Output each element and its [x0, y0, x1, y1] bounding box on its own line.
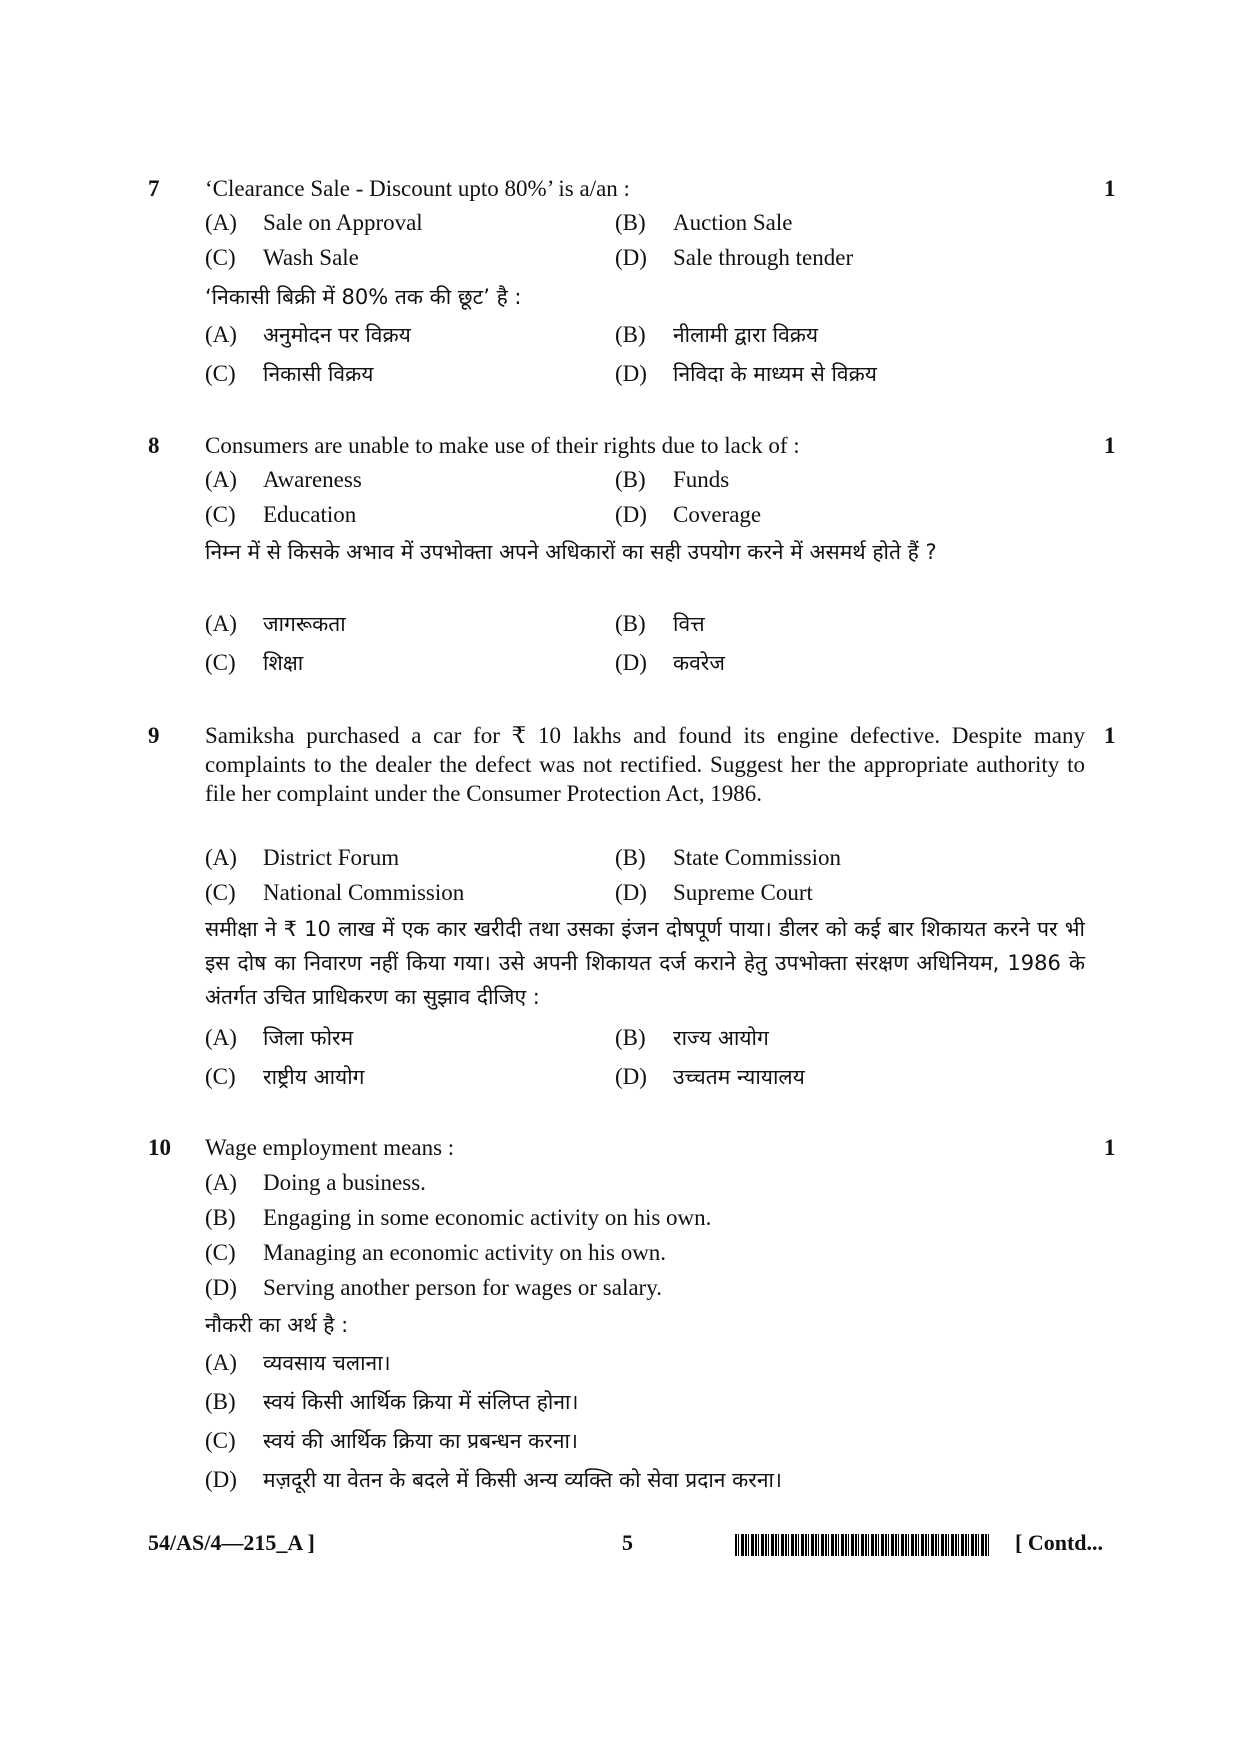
option-d-en: (D) Supreme Court [615, 880, 813, 905]
question-text-en: ‘Clearance Sale - Discount upto 80%’ is a/an : [205, 176, 630, 201]
question-text-en: Samiksha purchased a car for ₹ 10 lakhs and found its engine defective. Despite many complaints to the dealer the defect was not rectified. Suggest her the appropriate authority to file her complaint under the Consumer Protection Act, 1986. [205, 723, 1085, 806]
option-d-hi: (D) कवरेज [615, 650, 725, 675]
question-marks: 1 [1104, 723, 1116, 748]
option-c-en: (C) Education [205, 502, 357, 527]
question-text-hi: समीक्षा ने ₹ 10 लाख में एक कार खरीदी तथा उसका इंजन दोषपूर्ण पाया। डीलर को कई बार शिकायत करने पर भी इस दोष का निवारण नहीं किया गया। उसे अपनी शिकायत दर्ज कराने हेतु उपभोक्ता संरक्षण अधिनियम, 1986 के अंतर्गत उचित प्राधिकरण का सुझाव दीजिए : [205, 917, 1085, 1009]
option-d-hi: (D) उच्चतम न्यायालय [615, 1064, 805, 1089]
question-text-hi: नौकरी का अर्थ है : [205, 1313, 349, 1337]
question-marks: 1 [1104, 433, 1116, 458]
option-c-hi: (C) स्वयं की आर्थिक क्रिया का प्रबन्धन करना। [205, 1428, 578, 1453]
page-footer [0, 1530, 1241, 1562]
question-text-hi: ‘निकासी बिक्री में 80% तक की छूट’ है : [205, 285, 522, 309]
option-d-hi: (D) निविदा के माध्यम से विक्रय [615, 361, 877, 386]
option-a-en: (A) District Forum [205, 845, 400, 870]
question-text-en: Consumers are unable to make use of their rights due to lack of : [205, 433, 800, 458]
question-text-en: Wage employment means : [205, 1135, 455, 1160]
option-b-en: (B) Engaging in some economic activity on his own. [205, 1205, 712, 1230]
paper-code: 54/AS/4—215_A ] [148, 1530, 315, 1555]
question-marks: 1 [1104, 176, 1116, 201]
option-a-hi: (A) जिला फोरम [205, 1025, 354, 1050]
question-text-hi: निम्न में से किसके अभाव में उपभोक्ता अपने अधिकारों का सही उपयोग करने में असमर्थ होते हैं ? [205, 540, 937, 564]
option-c-hi: (C) राष्ट्रीय आयोग [205, 1064, 365, 1089]
option-a-hi: (A) व्यवसाय चलाना। [205, 1350, 391, 1375]
option-a-hi: (A) अनुमोदन पर विक्रय [205, 322, 411, 347]
question-number: 7 [148, 176, 160, 201]
option-a-en: (A) Awareness [205, 467, 362, 492]
option-c-hi: (C) निकासी विक्रय [205, 361, 374, 386]
barcode-image [735, 1534, 990, 1556]
option-d-hi: (D) मज़दूरी या वेतन के बदले में किसी अन्य व्यक्ति को सेवा प्रदान करना। [205, 1467, 782, 1492]
option-b-hi: (B) नीलामी द्वारा विक्रय [615, 322, 819, 347]
option-d-en: (D) Coverage [615, 502, 762, 527]
option-d-en: (D) Serving another person for wages or salary. [205, 1275, 662, 1300]
option-d-en: (D) Sale through tender [615, 245, 854, 270]
option-c-en: (C) Wash Sale [205, 245, 359, 270]
option-a-hi: (A) जागरूकता [205, 611, 346, 636]
option-b-hi: (B) राज्य आयोग [615, 1025, 769, 1050]
option-a-en: (A) Doing a business. [205, 1170, 426, 1195]
question-number: 10 [148, 1135, 171, 1160]
option-a-en: (A) Sale on Approval [205, 210, 423, 235]
question-number: 9 [148, 723, 160, 748]
continued-label: [ Contd... [1015, 1530, 1104, 1555]
question-number: 8 [148, 433, 160, 458]
option-b-hi: (B) वित्त [615, 611, 705, 636]
question-marks: 1 [1104, 1135, 1116, 1160]
option-c-en: (C) National Commission [205, 880, 465, 905]
option-b-en: (B) Funds [615, 467, 730, 492]
page-number: 5 [622, 1530, 633, 1555]
option-b-en: (B) Auction Sale [615, 210, 793, 235]
option-b-hi: (B) स्वयं किसी आर्थिक क्रिया में संलिप्त होना। [205, 1389, 579, 1414]
option-b-en: (B) State Commission [615, 845, 842, 870]
option-c-en: (C) Managing an economic activity on his own. [205, 1240, 667, 1265]
option-c-hi: (C) शिक्षा [205, 650, 304, 675]
